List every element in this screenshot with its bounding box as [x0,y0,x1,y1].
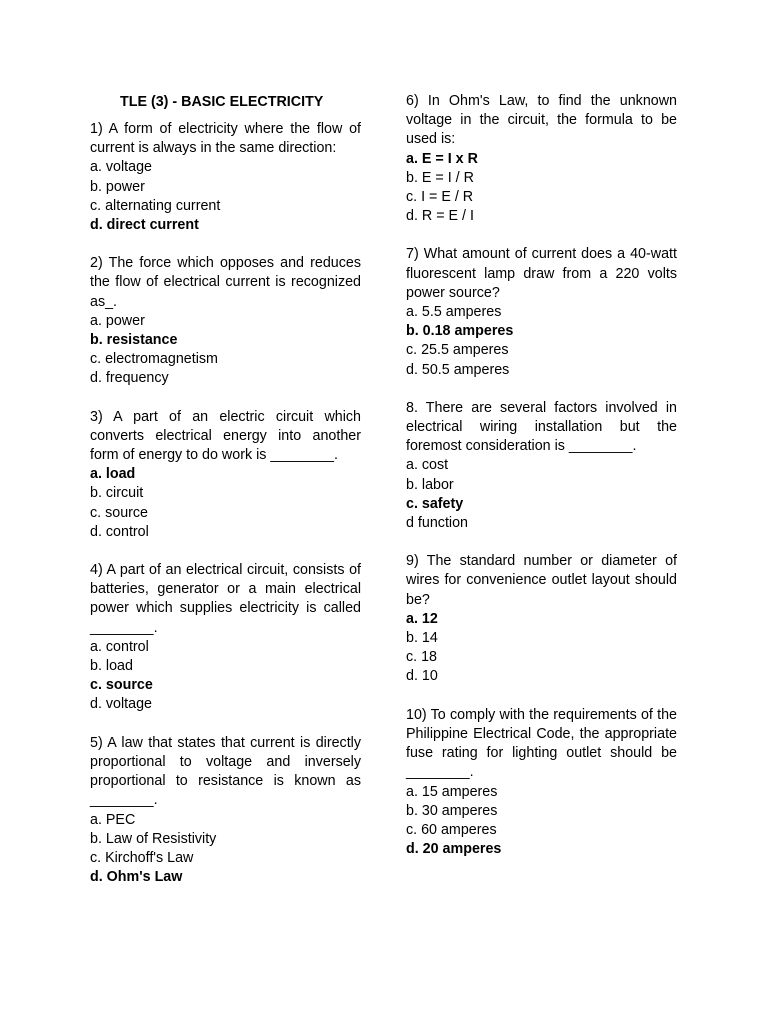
answer-option-correct: a. 12 [406,610,438,627]
question-text: 7) What amount of current does a 40-watt fluorescent lamp draw from a 220 volts power source? [406,246,677,301]
answer-option: b. 30 amperes [406,802,498,819]
right-column [406,92,677,878]
answer-option: c. 25.5 amperes [406,342,509,359]
question-text: 10) To comply with the requirements of the Philippine Electrical Code, the appropriate fuse rating for lighting outlet should be ________. [406,706,677,781]
answer-option-correct: a. E = I x R [406,150,478,167]
answer-option: d. R = E / I [406,208,474,225]
answer-option: d. frequency [90,370,169,387]
answer-option: c. 18 [406,649,437,666]
question-text: 4) A part of an electrical circuit, consists of batteries, generator or a main electrical power which supplies electricity is called ________. [90,562,361,636]
answer-option: d function [406,515,468,532]
question-text: 1) A form of electricity where the flow of current is always in the same direction: [90,121,361,157]
answer-option: c. source [90,504,149,521]
answer-option: d. 10 [406,668,438,685]
answer-option: c. 60 amperes [406,821,497,838]
answer-option-correct: d. 20 amperes [406,841,502,858]
answer-option-correct: c. safety [406,495,464,512]
question-text: 3) A part of an electric circuit which converts electrical energy into another form of energy to do work is ________. [90,408,361,464]
answer-option: b. Law of Resistivity [90,830,217,847]
answer-option: b. power [90,178,145,195]
answer-option-correct: b. resistance [90,332,178,349]
question-block [406,552,677,686]
answer-option: b. load [90,658,133,675]
question-text: 8. There are several factors involved in electrical wiring installation but the foremost consideration is ________. [406,399,677,455]
question-block [406,399,677,533]
answer-option: c. alternating current [90,197,221,214]
question-block [406,92,677,226]
question-block [90,734,361,888]
question-text: 9) The standard number or diameter of wires for convenience outlet layout should be? [406,553,677,608]
question-block [406,245,677,379]
answer-option: c. electromagnetism [90,351,218,368]
answer-option: a. 15 amperes [406,783,498,800]
answer-option: a. cost [406,457,449,474]
answer-option: a. control [90,638,149,655]
question-text: 6) In Ohm's Law, to find the unknown voltage in the circuit, the formula to be used is: [406,93,677,148]
question-text: 5) A law that states that current is directly proportional to voltage and inversely proportional to resistance is known as ________. [90,734,361,809]
answer-option: a. 5.5 amperes [406,304,502,321]
answer-option: a. PEC [90,811,136,828]
answer-option-correct: b. 0.18 amperes [406,323,514,340]
question-block [90,120,361,235]
answer-option: c. Kirchoff's Law [90,849,194,866]
answer-option: a. voltage [90,159,152,176]
answer-option: d. voltage [90,696,152,713]
question-block [90,561,361,715]
answer-option-correct: a. load [90,466,136,483]
answer-option: d. control [90,523,149,540]
answer-option-correct: d. Ohm's Law [90,869,183,886]
answer-option: b. E = I / R [406,169,474,186]
answer-option: b. circuit [90,485,144,502]
left-column [90,92,361,906]
answer-option: d. 50.5 amperes [406,361,510,378]
answer-option: a. power [90,312,145,329]
question-text: 2) The force which opposes and reduces the flow of electrical current is recognized as_. [90,255,361,310]
answer-option: b. 14 [406,630,438,647]
answer-option-correct: c. source [90,677,153,694]
answer-option-correct: d. direct current [90,217,199,234]
question-block [90,254,361,388]
answer-option: b. labor [406,476,454,493]
question-block [90,408,361,542]
page-title: TLE (3) - BASIC ELECTRICITY [120,94,324,110]
answer-option: c. I = E / R [406,189,474,206]
question-block [406,706,677,860]
